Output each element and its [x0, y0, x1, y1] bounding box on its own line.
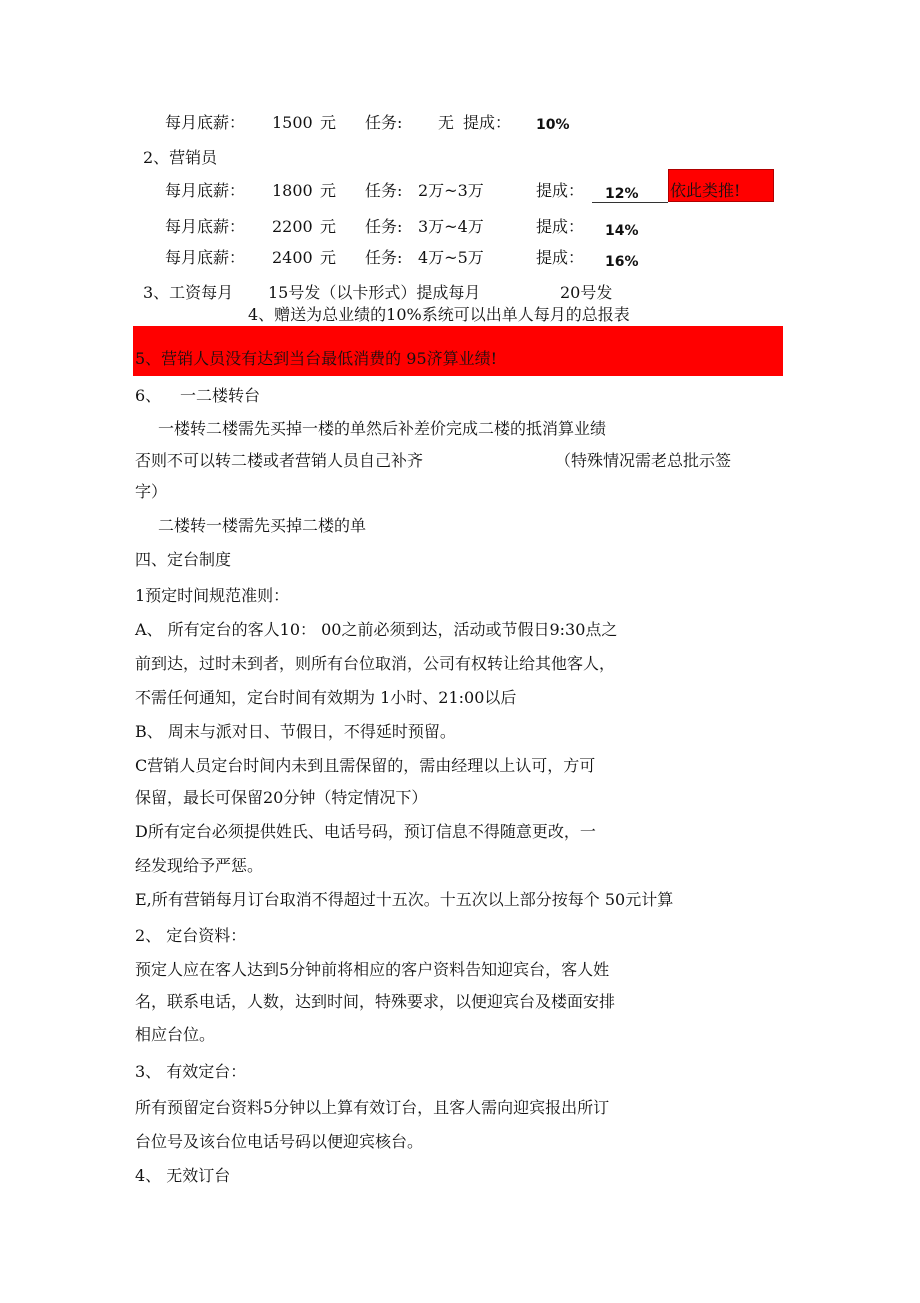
salary-row-1-label: 每月底薪： [165, 113, 246, 132]
salary-row-2-amount: 1800 [272, 181, 313, 200]
rule-e: E,所有营销每月订台取消不得超过十五次。十五次以上部分按每个 50元计算 [135, 890, 674, 909]
rule-c-line-1: C营销人员定台时间内未到且需保留的，需由经理以上认可，方可 [135, 756, 596, 775]
salary-row-1-task-label: 任务: [365, 113, 403, 132]
item-3-part-2: 15号发（以卡形式）提成每月 [268, 283, 481, 302]
rule-2-line-1: 预定人应在客人达到5分钟前将相应的客户资料告知迎宾台，客人姓 [135, 960, 610, 979]
rule-c-line-2: 保留，最长可保留20分钟（特定情况下） [135, 788, 428, 807]
salary-row-2-commission-label: 提成： [536, 181, 585, 200]
salary-row-1-amount: 1500 [272, 113, 313, 132]
rule-3-line-1: 所有预留定台资料5分钟以上算有效订台，且客人需向迎宾报出所订 [135, 1098, 610, 1117]
transfer-line-2b: （特殊情况需老总批示签 [555, 451, 732, 470]
salary-row-4-unit: 元 [320, 248, 337, 267]
rule-d-line-1: D所有定台必须提供姓氏、电话号码，预订信息不得随意更改，一 [135, 822, 596, 841]
salary-row-4-task: 4万~5万 [418, 248, 484, 267]
note-box-text: 依此类推! [670, 181, 741, 200]
salary-row-3-label: 每月底薪： [165, 217, 246, 236]
transfer-line-3: 字） [135, 482, 168, 501]
section-4-title: 四、定台制度 [135, 550, 232, 569]
salary-row-4-amount: 2400 [272, 248, 313, 267]
salary-row-3-amount: 2200 [272, 217, 313, 236]
salary-row-4-task-label: 任务: [365, 248, 403, 267]
salary-row-2-unit: 元 [320, 181, 337, 200]
transfer-line-4: 二楼转一楼需先买掉二楼的单 [158, 516, 367, 535]
commission-underline [592, 202, 668, 203]
salary-row-4-label: 每月底薪： [165, 248, 246, 267]
salary-row-3-task-label: 任务: [365, 217, 403, 236]
rule-3-title: 3、 有效定台： [135, 1062, 247, 1081]
salary-row-1-commission-label: 提成： [463, 113, 512, 132]
item-6-title: 一二楼转台 [180, 386, 261, 405]
salary-row-2-task-label: 任务: [365, 181, 403, 200]
rule-1-title: 1预定时间规范准则： [135, 586, 290, 605]
transfer-line-1: 一楼转二楼需先买掉一楼的单然后补差价完成二楼的抵消算业绩 [158, 419, 607, 438]
rule-a-line-1: A、 所有定台的客人10： 00之前必须到达，活动或节假日9:30点之 [135, 620, 618, 639]
salary-row-2-label: 每月底薪： [165, 181, 246, 200]
item-6-number: 6、 [135, 386, 162, 405]
section-2-title: 2、营销员 [143, 148, 218, 167]
salary-row-3-task: 3万~4万 [418, 217, 484, 236]
rule-b: B、 周末与派对日、节假日，不得延时预留。 [135, 722, 456, 741]
item-5: 5、营销人员没有达到当台最低消费的 95济算业绩! [135, 349, 498, 368]
salary-row-1-task: 无 [438, 113, 455, 132]
item-3-part-1: 3、工资每月 [143, 283, 234, 302]
rule-2-title: 2、 定台资料： [135, 926, 247, 945]
rule-4-title: 4、 无效订台 [135, 1166, 231, 1185]
transfer-line-2a: 否则不可以转二楼或者营销人员自己补齐 [135, 451, 424, 470]
salary-row-3-commission: 14% [605, 223, 639, 239]
rule-2-line-2: 名，联系电话，人数，达到时间，特殊要求，以便迎宾台及楼面安排 [135, 992, 616, 1011]
rule-2-line-3: 相应台位。 [135, 1025, 216, 1044]
salary-row-2-commission: 12% [605, 186, 639, 202]
item-4: 4、赠送为总业绩的10%系统可以出单人每月的总报表 [248, 305, 630, 324]
salary-row-4-commission-label: 提成： [536, 248, 585, 267]
salary-row-1-unit: 元 [320, 113, 337, 132]
salary-row-3-commission-label: 提成： [536, 217, 585, 236]
salary-row-1-commission: 10% [536, 117, 570, 133]
salary-row-4-commission: 16% [605, 254, 639, 270]
salary-row-3-unit: 元 [320, 217, 337, 236]
rule-d-line-2: 经发现给予严惩。 [135, 856, 264, 875]
rule-a-line-2: 前到达，过时未到者，则所有台位取消，公司有权转让给其他客人， [135, 654, 616, 673]
item-3-part-3: 20号发 [560, 283, 613, 302]
salary-row-2-task: 2万~3万 [418, 181, 484, 200]
rule-a-line-3: 不需任何通知，定台时间有效期为 1小时、21:00以后 [135, 688, 517, 707]
rule-3-line-2: 台位号及该台位电话号码以便迎宾核台。 [135, 1132, 424, 1151]
